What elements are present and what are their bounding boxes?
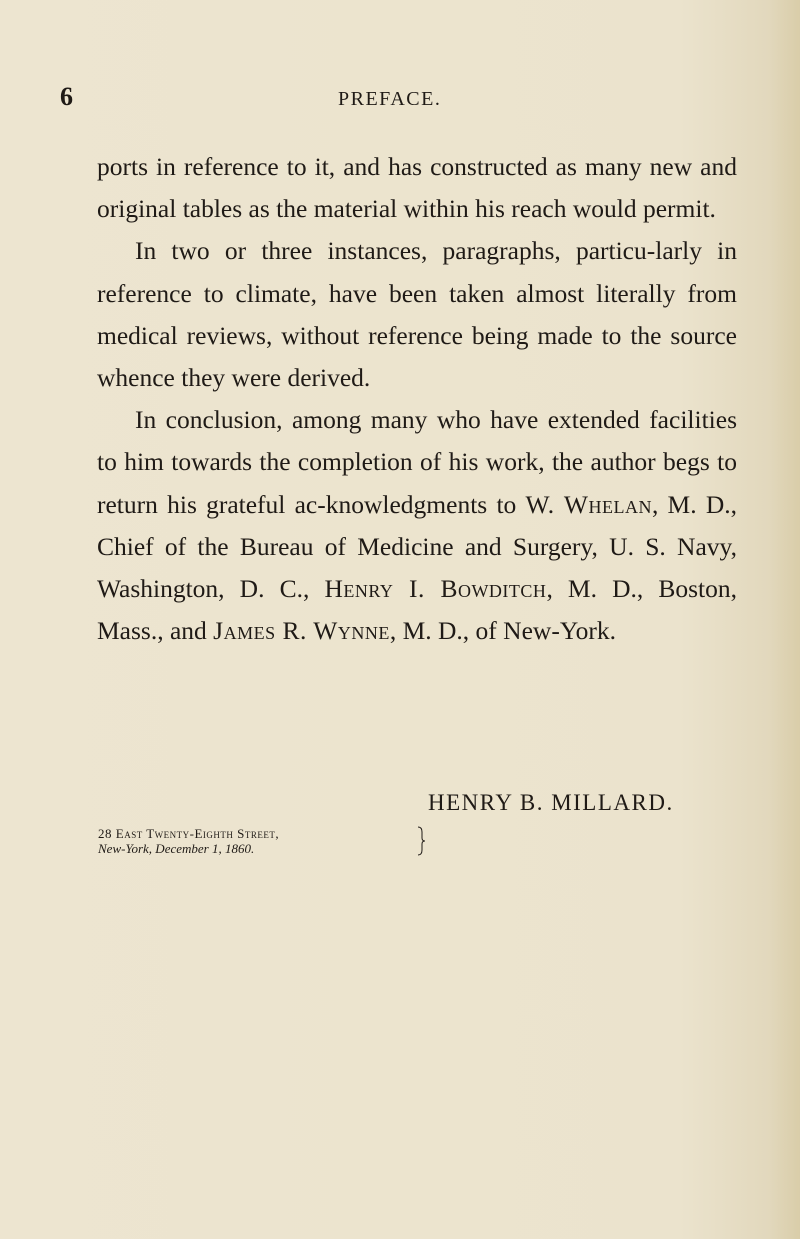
address-street: 28 East Twenty-Eighth Street, <box>98 826 280 841</box>
running-head: PREFACE. <box>338 88 442 110</box>
brace-icon <box>416 826 426 856</box>
paragraph-2: In two or three instances, paragraphs, particu-larly in reference to climate, have been taken almost literally from medical reviews, without reference being made to the source whence they were derived. <box>97 236 737 393</box>
paragraph-3 <box>97 399 737 652</box>
page-number: 6 <box>60 82 74 111</box>
preface-body <box>97 146 737 652</box>
paragraph-1: ports in reference to it, and has constructed as many new and original tables as the material within his reach would permit. <box>97 152 737 224</box>
author-signature: HENRY B. MILLARD. <box>428 790 674 815</box>
acknowledged-name-bowditch: Henry I. Bowditch <box>324 574 547 604</box>
address-date: New-York, December 1, 1860. <box>98 841 255 856</box>
author-address <box>98 826 279 856</box>
paragraph-3-text-4: , M. D., of New-York. <box>389 616 617 646</box>
paragraph-3-text-1: In conclusion, among many who have extended facilities to him towards the completion of his work, the author begs to return his grateful ac-knowledgments to <box>97 405 737 519</box>
paragraph-3-text-3: , M. D., Boston, Mass., and <box>97 574 737 646</box>
paragraph-3-text-2: , M. D., Chief of the Bureau of Medicine and Surgery, U. S. Navy, Washington, D. C., <box>97 489 737 604</box>
acknowledged-name-wynne: James R. Wynne <box>213 616 390 646</box>
page-header <box>60 82 740 112</box>
acknowledged-name-whelan: W. Whelan <box>525 489 652 519</box>
